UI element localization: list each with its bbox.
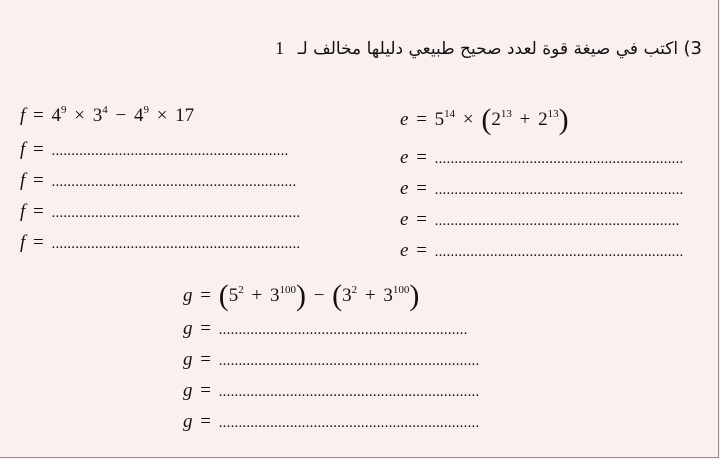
times-sign: ×	[462, 109, 474, 130]
g-exponent: 100	[392, 284, 410, 296]
equals-sign: =	[416, 147, 427, 168]
blank-dots: ..................................................................	[218, 415, 480, 431]
f-term: 4	[51, 105, 61, 126]
close-paren: )	[295, 279, 306, 312]
e-variable: e	[400, 209, 409, 230]
blank-dots: ..............................................................	[51, 174, 297, 190]
open-paren: (	[332, 279, 343, 312]
exercise-instruction: اكتب في صيغة قوة لعدد صحيح طبيعي دليلها مخالف لـ	[297, 39, 679, 59]
close-paren: )	[409, 279, 420, 312]
g-term: 3	[269, 285, 280, 306]
blank-dots: ..................................................................	[218, 353, 480, 369]
f-variable: f	[20, 232, 26, 253]
e-answer-line[interactable]	[400, 210, 680, 229]
f-answer-line[interactable]	[20, 202, 300, 221]
g-exponent: 2	[238, 284, 244, 296]
g-answer-line[interactable]	[183, 350, 479, 369]
equals-sign: =	[33, 201, 44, 222]
blank-dots: ...............................................................	[51, 205, 301, 221]
f-expression	[20, 106, 194, 125]
f-exponent: 4	[102, 104, 108, 116]
e-answer-line[interactable]	[400, 241, 684, 260]
e-answer-line[interactable]	[400, 148, 684, 167]
e-term: 5	[434, 109, 445, 130]
f-answer-line[interactable]	[20, 233, 300, 252]
plus-sign: +	[519, 109, 531, 130]
g-variable: g	[183, 411, 193, 432]
f-variable: f	[20, 201, 26, 222]
exercise-number: 3)	[683, 38, 702, 59]
exercise-instruction-digit: 1	[275, 38, 285, 58]
open-paren: (	[218, 279, 229, 312]
times-sign: ×	[156, 105, 168, 126]
f-answer-line[interactable]	[20, 140, 289, 159]
g-term: 3	[342, 285, 352, 306]
e-answer-line[interactable]	[400, 179, 684, 198]
equals-sign: =	[200, 411, 211, 432]
equals-sign: =	[33, 105, 44, 126]
equals-sign: =	[416, 109, 427, 130]
e-variable: e	[400, 147, 409, 168]
e-term: 2	[491, 109, 501, 130]
equals-sign: =	[33, 170, 44, 191]
f-answer-line[interactable]	[20, 171, 296, 190]
blank-dots: ...............................................................	[51, 236, 301, 252]
equals-sign: =	[200, 318, 211, 339]
f-term: 17	[175, 105, 195, 126]
f-term: 3	[92, 105, 103, 126]
g-variable: g	[183, 285, 193, 306]
equals-sign: =	[33, 232, 44, 253]
f-variable: f	[20, 170, 26, 191]
blank-dots: ............................................................	[51, 143, 289, 159]
e-term: 2	[538, 109, 548, 130]
e-variable: e	[400, 109, 409, 130]
e-variable: e	[400, 178, 409, 199]
equals-sign: =	[33, 139, 44, 160]
g-variable: g	[183, 349, 193, 370]
g-answer-line[interactable]	[183, 319, 468, 338]
equals-sign: =	[416, 240, 427, 261]
blank-dots: ..................................................................	[218, 384, 480, 400]
equals-sign: =	[416, 209, 427, 230]
minus-sign: −	[313, 285, 325, 306]
open-paren: (	[481, 103, 492, 136]
g-expression	[183, 279, 420, 312]
e-variable: e	[400, 240, 409, 261]
g-answer-line[interactable]	[183, 412, 479, 431]
blank-dots: ...............................................................	[434, 182, 684, 198]
e-expression	[400, 103, 569, 136]
g-variable: g	[183, 380, 193, 401]
blank-dots: ..............................................................	[434, 213, 680, 229]
e-exponent: 13	[547, 108, 559, 120]
equals-sign: =	[200, 380, 211, 401]
equals-sign: =	[200, 349, 211, 370]
equals-sign: =	[416, 178, 427, 199]
minus-sign: −	[115, 105, 127, 126]
f-exponent: 9	[61, 104, 67, 116]
e-exponent: 13	[500, 108, 512, 120]
blank-dots: ...............................................................	[218, 322, 468, 338]
g-variable: g	[183, 318, 193, 339]
f-term: 4	[133, 105, 144, 126]
g-exponent: 2	[351, 284, 358, 296]
g-term: 5	[228, 285, 239, 306]
g-exponent: 100	[279, 284, 296, 296]
plus-sign: +	[364, 285, 376, 306]
f-variable: f	[20, 105, 26, 126]
plus-sign: +	[251, 285, 263, 306]
f-exponent: 9	[143, 104, 149, 116]
close-paren: )	[558, 103, 569, 136]
equals-sign: =	[200, 285, 211, 306]
f-variable: f	[20, 139, 26, 160]
times-sign: ×	[74, 105, 85, 126]
g-answer-line[interactable]	[183, 381, 479, 400]
g-term: 3	[383, 285, 393, 306]
blank-dots: ...............................................................	[434, 151, 684, 167]
blank-dots: ...............................................................	[434, 244, 684, 260]
e-exponent: 14	[444, 108, 456, 120]
exercise-title	[275, 38, 702, 59]
